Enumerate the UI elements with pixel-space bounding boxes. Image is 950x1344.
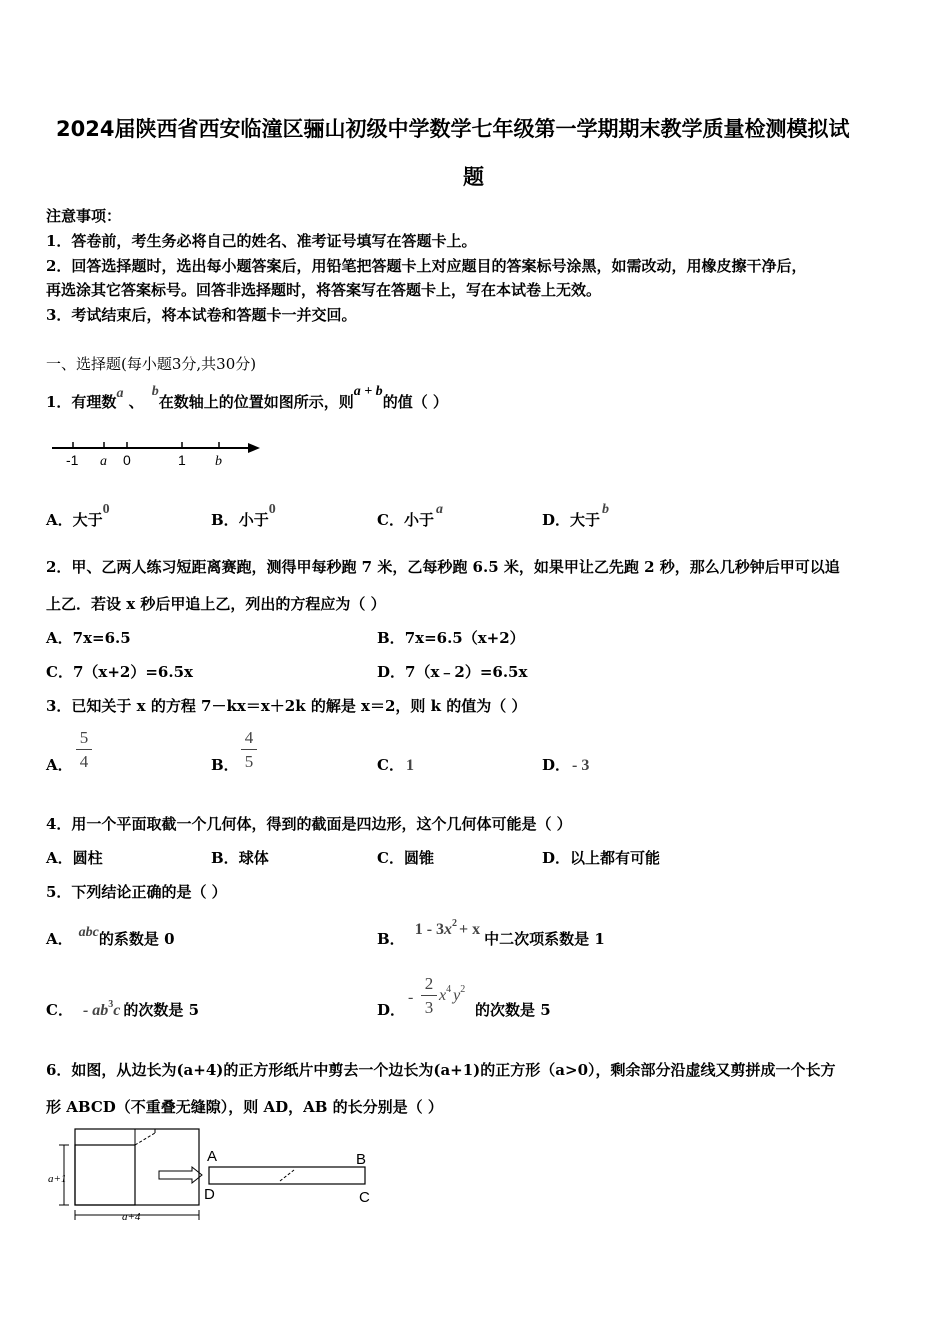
- page-title-continued: 题: [463, 165, 484, 189]
- q5-text: 5．下列结论正确的是（ ）: [46, 883, 227, 901]
- q6-text: 6．如图，从边长为(a+4)的正方形纸片中剪去一个边长为(a+1)的正方形（a>0），剩余部分沿虚线又剪拼成一个长方: [46, 1061, 836, 1079]
- q3-option-a-fraction: 5 4: [76, 728, 92, 772]
- tick-label: a: [100, 454, 107, 469]
- cut-dashed-line: [135, 1133, 155, 1145]
- q3-option-c[interactable]: C． 1: [377, 756, 414, 774]
- q3-option-b-letter[interactable]: B．: [211, 756, 239, 774]
- outer-square: [75, 1129, 199, 1205]
- q5-option-b[interactable]: B．$1 - 3x^2 + x$中二次项系数是 1: [377, 918, 605, 948]
- notice-heading: 注意事项：: [46, 207, 122, 225]
- q2-text-continued: 上乙．若设 x 秒后甲追上乙，列出的方程应为（ ）: [46, 595, 386, 613]
- tick-label: 1: [178, 452, 186, 468]
- q6-figure: [44, 1125, 384, 1225]
- q4-text: 4．用一个平面取截一个几何体，得到的截面是四边形，这个几何体可能是（ ）: [46, 815, 572, 833]
- q5-option-d-text: 的次数是 5: [475, 1001, 551, 1019]
- q4-option-a[interactable]: A．圆柱: [46, 849, 103, 867]
- side-label: a+1: [48, 1173, 67, 1185]
- notice-item: 3．考试结束后，将本试卷和答题卡一并交回。: [46, 306, 357, 324]
- rect-dashed-line: [280, 1170, 294, 1181]
- q1-text: 1．有理数a 、b在数轴上的位置如图所示，则a + b的值（ ）: [46, 384, 448, 411]
- section-heading: 一、选择题(每小题3分,共30分): [46, 355, 257, 373]
- q2-option-b[interactable]: B．7x=6.5（x+2）: [377, 629, 525, 647]
- q2-option-a[interactable]: A．7x=6.5: [46, 629, 131, 647]
- q1-option-b[interactable]: B．小于0: [211, 502, 276, 529]
- q1-option-c[interactable]: C．小于a: [377, 502, 443, 529]
- q1-option-a[interactable]: A．大于0: [46, 502, 110, 529]
- q4-option-c[interactable]: C．圆锥: [377, 849, 434, 867]
- sym-b: b: [151, 384, 159, 399]
- notice-item: 2．回答选择题时，选出每小题答案后，用铅笔把答题卡上对应题目的答案标号涂黑，如需改动，用橡皮擦干净后，: [46, 257, 807, 275]
- q3-option-a-letter[interactable]: A．: [46, 756, 73, 774]
- expr-a-plus-b: a + b: [353, 384, 383, 399]
- q2-option-d[interactable]: D．7（x﹣2）=6.5x: [377, 663, 528, 681]
- q5-option-c[interactable]: C． - $ab^3c$ 的次数是 5: [46, 999, 200, 1019]
- q4-option-d[interactable]: D．以上都有可能: [542, 849, 661, 867]
- corner-label-a: A: [207, 1148, 218, 1165]
- q6-text-continued: 形 ABCD（不重叠无缝隙），则 AD，AB 的长分别是（ ）: [46, 1098, 443, 1116]
- inner-square: [75, 1145, 135, 1205]
- q5-option-a[interactable]: A． abc的系数是 0: [46, 925, 175, 948]
- q2-option-c[interactable]: C．7（x+2）=6.5x: [46, 663, 193, 681]
- q5-d-fraction: 2 3: [421, 974, 437, 1018]
- bottom-label: a+4: [122, 1211, 141, 1223]
- notice-item: 1．答卷前，考生务必将自己的姓名、准考证号填写在答题卡上。: [46, 232, 477, 250]
- q3-option-b-fraction: 4 5: [241, 728, 257, 772]
- page-title: 2024届陕西省西安临潼区骊山初级中学数学七年级第一学期期末教学质量检测模拟试: [56, 117, 850, 141]
- rectangle-abcd: [209, 1167, 365, 1184]
- transform-arrow: [159, 1167, 202, 1183]
- corner-label-b: B: [356, 1151, 367, 1168]
- number-line-arrow: [248, 443, 260, 453]
- tick-label: b: [215, 454, 222, 469]
- q5-d-monomial: $x^4$ $y^2$: [439, 984, 466, 1004]
- q3-option-d[interactable]: D． - 3: [542, 756, 590, 774]
- q4-option-b[interactable]: B．球体: [211, 849, 269, 867]
- q2-text: 2．甲、乙两人练习短距离赛跑，测得甲每秒跑 7 米，乙每秒跑 6.5 米，如果甲让乙先跑 2 秒，那么几秒钟后甲可以追: [46, 558, 840, 576]
- tick-label: 0: [123, 452, 131, 468]
- corner-label-c: C: [359, 1189, 370, 1206]
- q1-option-d[interactable]: D．大于b: [542, 502, 610, 529]
- q5-d-minus: -: [408, 989, 414, 1006]
- q5-option-d-letter[interactable]: D．: [377, 1001, 406, 1019]
- number-line-figure: [48, 436, 268, 470]
- sym-a: a: [116, 386, 124, 401]
- tick-label: -1: [66, 452, 79, 468]
- notice-item: 再选涂其它答案标号。回答非选择题时，将答案写在答题卡上，写在本试卷上无效。: [46, 281, 602, 299]
- q3-text: 3．已知关于 x 的方程 7－kx＝x＋2k 的解是 x＝2，则 k 的值为（ ）: [46, 697, 527, 715]
- corner-label-d: D: [204, 1186, 215, 1203]
